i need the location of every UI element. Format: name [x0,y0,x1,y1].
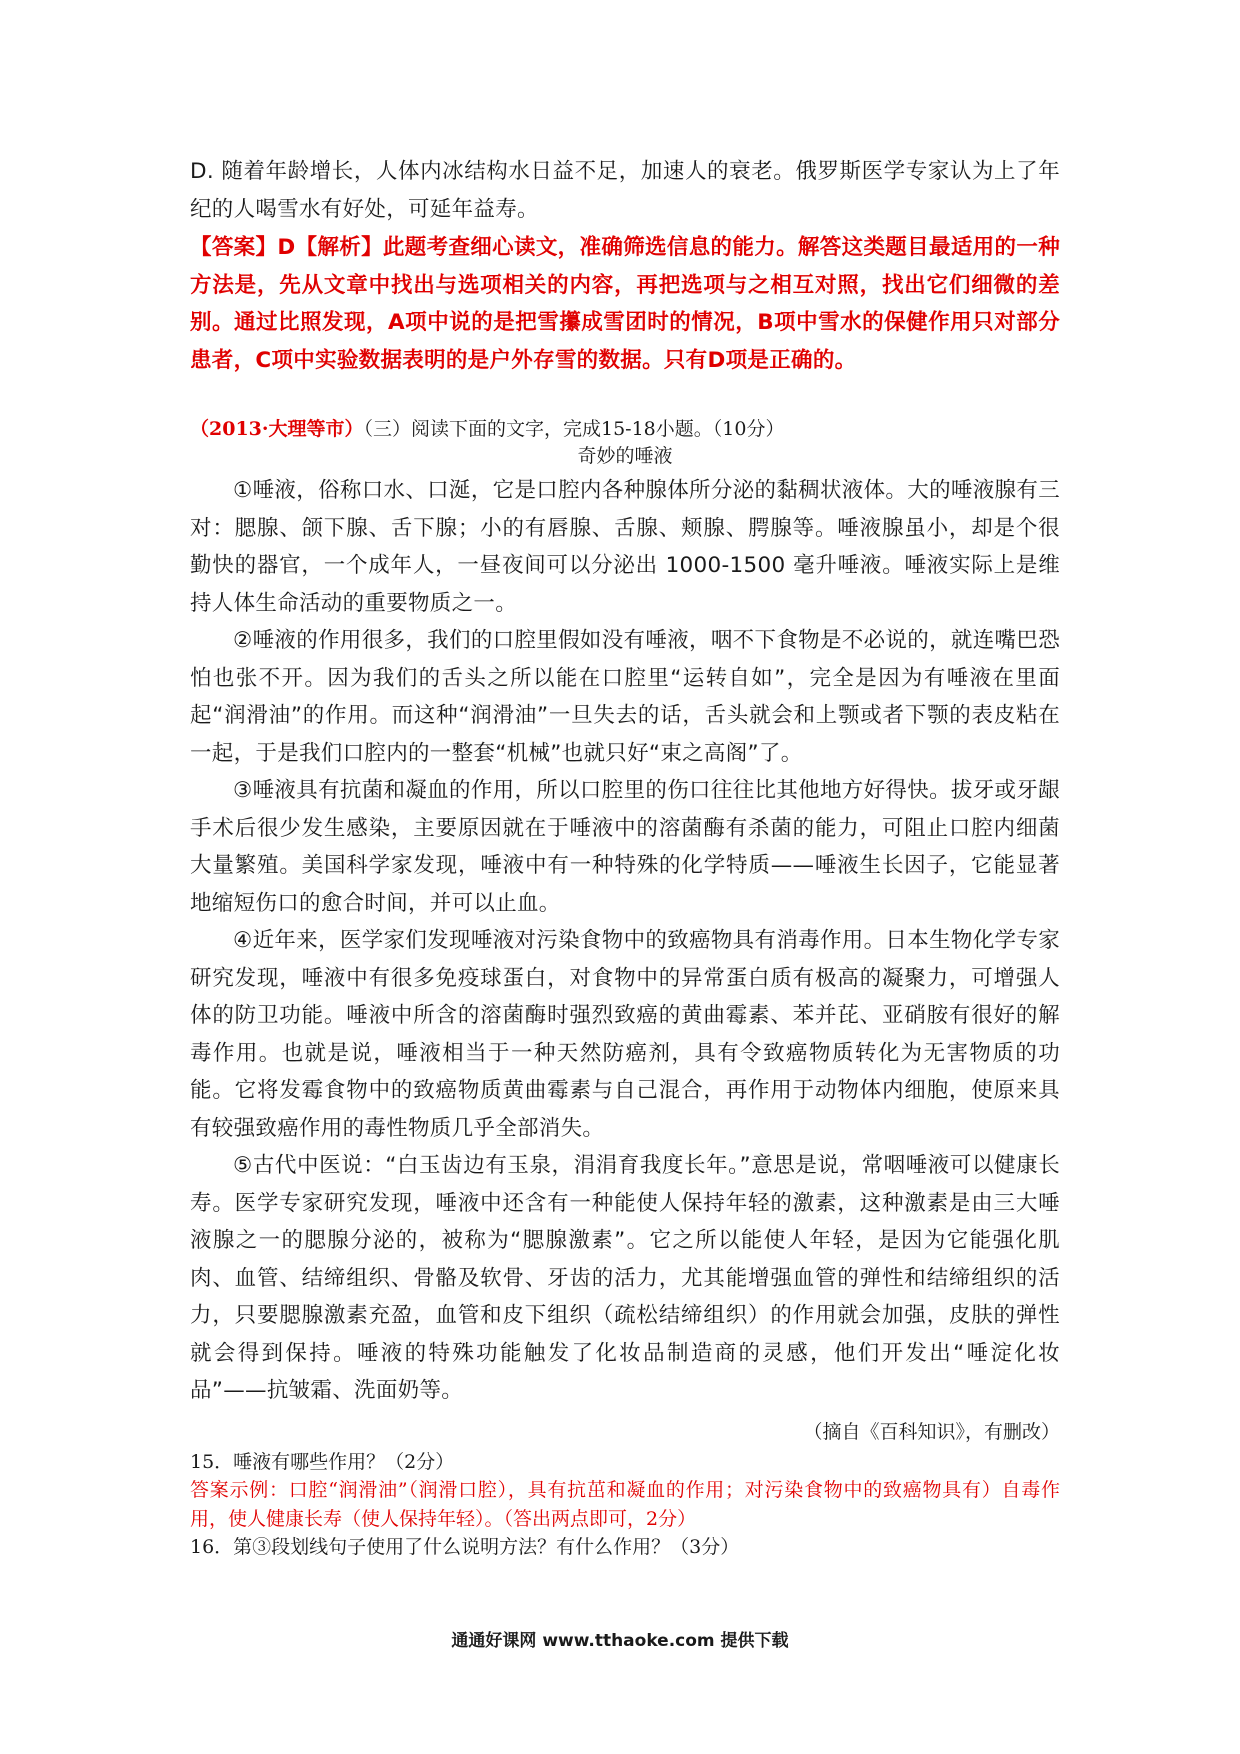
article-body [190,472,1060,1410]
article-paragraph-5: ⑤古代中医说：“白玉齿边有玉泉，涓涓育我度长年。”意思是说，常咽唾液可以健康长寿。医学专家研究发现，唾液中还含有一种能使人保持年轻的激素，这种激素是由三大唾液腺之一的腮腺分泌的，被称为“腮腺激素”。它之所以能使人年轻，是因为它能强化肌肉、血管、结缔组织、骨骼及软骨、牙齿的活力，尤其能增强血管的弹性和结缔组织的活力，只要腮腺激素充盈，血管和皮下组织（疏松结缔组织）的作用就会加强，皮肤的弹性就会得到保持。唾液的特殊功能触发了化妆品制造商的灵感，他们开发出“唾淀化妆品”——抗皱霜、洗面奶等。 [190,1153,1060,1403]
question-15: 15．唾液有哪些作用？（2分） [190,1451,455,1473]
section-source: （2013·大理等市） [190,418,364,440]
article-source: （摘自《百科知识》，有删改） [803,1421,1060,1443]
article-paragraph-2: ②唾液的作用很多，我们的口腔里假如没有唾液，咽不下食物是不必说的，就连嘴巴恐怕也张不开。因为我们的舌头之所以能在口腔里“运转自如”，完全是因为有唾液在里面起“润滑油”的作用。而这种“润滑油”一旦失去的话，舌头就会和上颚或者下颚的表皮粘在一起，于是我们口腔内的一整套“机械”也就只好“束之高阁”了。 [190,628,1060,766]
section-header [190,415,1060,444]
question-15-answer-text: 答案示例：口腔“润滑油”（润滑口腔），具有抗茁和凝血的作用；对污染食物中的致癌物具有）自毒作用，使人健康长寿（使人保持年轻）。（答出两点即可，2分） [190,1479,1060,1530]
article-paragraph-3: ③唾液具有抗菌和凝血的作用，所以口腔里的伤口往往比其他地方好得快。拔牙或牙龈手术后很少发生感染，主要原因就在于唾液中的溶菌酶有杀菌的能力，可阻止口腔内细菌大量繁殖。美国科学家发现，唾液中有一种特殊的化学特质——唾液生长因子，它能显著地缩短伤口的愈合时间，并可以止血。 [190,778,1060,916]
article-paragraph-1: ①唾液，俗称口水、口涎，它是口腔内各种腺体所分泌的黏稠状液体。大的唾液腺有三对：腮腺、颌下腺、舌下腺；小的有唇腺、舌腺、颊腺、腭腺等。唾液腺虽小，却是个很勤快的器官，一个成年人，一昼夜间可以分泌出 1000-1500 毫升唾液。唾液实际上是维持人体生命活动的重要物质之一。 [190,478,1060,616]
option-d-text: D. 随着年龄增长，人体内冰结构水日益不足，加速人的衰老。俄罗斯医学专家认为上了年纪的人喝雪水有好处，可延年益寿。 [190,159,1060,222]
question-15-answer [190,1476,1060,1533]
option-d [190,153,1060,228]
article-title: 奇妙的唾液 [577,445,673,467]
section-instruction: （三）阅读下面的文字，完成15-18小题。（10分） [363,418,785,440]
question-16: 16．第③段划线句子使用了什么说明方法？有什么作用？（3分） [190,1536,740,1558]
article-paragraph-4: ④近年来，医学家们发现唾液对污染食物中的致癌物具有消毒作用。日本生物化学专家研究发现，唾液中有很多免疫球蛋白，对食物中的异常蛋白质有极高的凝聚力，可增强人体的防卫功能。唾液中所含的溶菌酶时强烈致癌的黄曲霉素、苯并芘、亚硝胺有很好的解毒作用。也就是说，唾液相当于一种天然防癌剂，具有令致癌物质转化为无害物质的功能。它将发霉食物中的致癌物质黄曲霉素与自己混合，再作用于动物体内细胞，使原来具有较强致癌作用的毒性物质几乎全部消失。 [190,928,1060,1141]
answer-text: 【答案】D【解析】此题考查细心读文，准确筛选信息的能力。解答这类题目最适用的一种方法是，先从文章中找出与选项相关的内容，再把选项与之相互对照，找出它们细微的差别。通过比照发现，A项中说的是把雪攥成雪团时的情况，B项中雪水的保健作用只对部分患者，C项中实验数据表明的是户外存雪的数据。只有D项是正确的。 [190,235,1060,373]
answer-explanation [190,229,1060,379]
footer-watermark: 通通好课网 www.tthaoke.com 提供下载 [451,1631,789,1651]
